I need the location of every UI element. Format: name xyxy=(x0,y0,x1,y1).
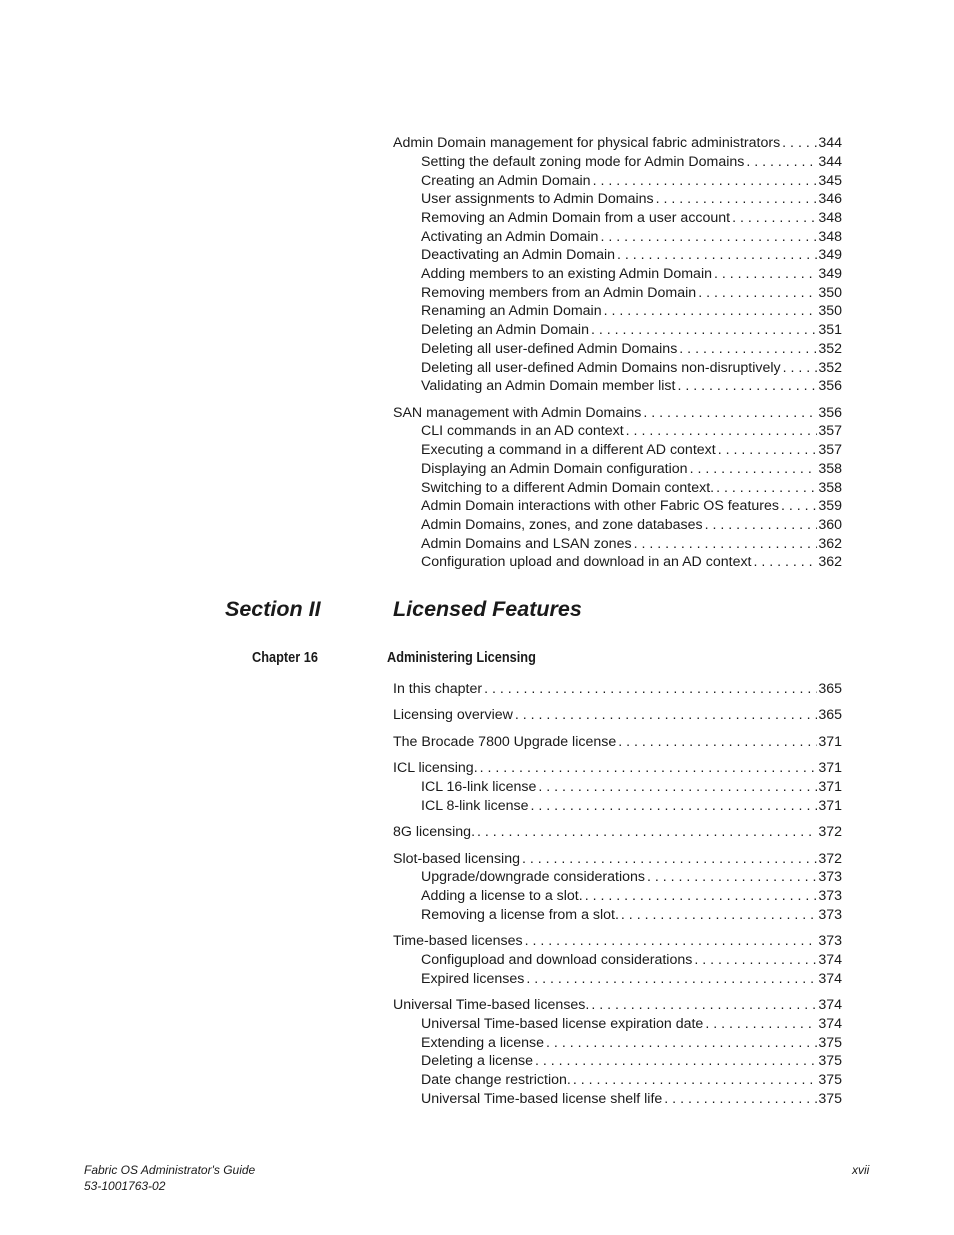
toc-entry[interactable] xyxy=(393,706,842,725)
toc-entry-page: 374 xyxy=(818,1016,842,1032)
toc-entry-title: Removing members from an Admin Domain xyxy=(421,285,697,301)
toc-entry[interactable] xyxy=(421,553,842,572)
toc-entry[interactable] xyxy=(421,970,842,989)
toc-entry-title: Admin Domain interactions with other Fabric OS features xyxy=(421,498,779,514)
toc-entry-title: Renaming an Admin Domain xyxy=(421,303,602,319)
toc-dot-leader xyxy=(632,535,818,554)
toc-entry-title: Slot-based licensing xyxy=(393,851,520,867)
toc-entry-page: 348 xyxy=(818,210,842,226)
toc-entry-title: Deleting all user-defined Admin Domains non-disruptively xyxy=(421,360,781,376)
toc-entry[interactable] xyxy=(421,778,842,797)
toc-entry-page: 373 xyxy=(818,933,842,949)
toc-dot-leader xyxy=(696,284,817,303)
chapter-title: Administering Licensing xyxy=(387,650,536,666)
toc-entry-title: Displaying an Admin Domain configuration xyxy=(421,461,688,477)
toc-dot-leader xyxy=(524,970,817,989)
toc-entry-page: 350 xyxy=(818,285,842,301)
toc-entry-page: 371 xyxy=(818,760,842,776)
toc-dot-leader xyxy=(591,172,818,191)
toc-entry-page: 356 xyxy=(818,378,842,394)
toc-entry[interactable] xyxy=(421,422,842,441)
toc-dot-leader xyxy=(616,733,817,752)
toc-dot-leader xyxy=(677,340,817,359)
toc-dot-leader xyxy=(645,868,817,887)
toc-entry-title: ICL 8-link license xyxy=(421,798,529,814)
toc-dot-leader xyxy=(529,797,818,816)
section-title: Licensed Features xyxy=(393,597,582,621)
toc-entry-title: Configupload and download considerations xyxy=(421,952,693,968)
toc-entry-page: 373 xyxy=(818,888,842,904)
section-label: Section II xyxy=(225,597,321,621)
toc-entry-page: 357 xyxy=(818,423,842,439)
toc-entry-page: 374 xyxy=(818,997,842,1013)
toc-dot-leader xyxy=(520,850,817,869)
toc-entry-title: Validating an Admin Domain member list xyxy=(421,378,676,394)
toc-entry-title: SAN management with Admin Domains xyxy=(393,405,642,421)
footer-doc-title: Fabric OS Administrator's Guide xyxy=(84,1163,256,1177)
toc-entry-page: 349 xyxy=(818,266,842,282)
toc-entry-page: 352 xyxy=(818,360,842,376)
toc-entry[interactable] xyxy=(421,441,842,460)
toc-entry-title: In this chapter xyxy=(393,681,483,697)
toc-entry[interactable] xyxy=(421,868,842,887)
toc-dot-leader xyxy=(714,479,817,498)
toc-entry-page: 358 xyxy=(818,480,842,496)
toc-dot-leader xyxy=(478,759,818,778)
toc-entry-page: 350 xyxy=(818,303,842,319)
toc-entry[interactable] xyxy=(393,759,842,778)
toc-dot-leader xyxy=(533,1052,817,1071)
toc-entry-page: 344 xyxy=(818,135,842,151)
toc-entry-title: Admin Domains, zones, and zone databases xyxy=(421,517,703,533)
toc-entry[interactable] xyxy=(421,284,842,303)
toc-entry-title: Universal Time-based license expiration date xyxy=(421,1016,704,1032)
toc-entry[interactable] xyxy=(393,823,842,842)
toc-entry-title: Admin Domains and LSAN zones xyxy=(421,536,632,552)
toc-entry[interactable] xyxy=(421,516,842,535)
toc-entry[interactable] xyxy=(421,535,842,554)
toc-entry-title: Admin Domain management for physical fabric administrators xyxy=(393,135,781,151)
toc-dot-leader xyxy=(744,153,817,172)
toc-entry-title: Switching to a different Admin Domain context. xyxy=(421,480,715,496)
toc-dot-leader xyxy=(615,246,817,265)
toc-entry-title: Executing a command in a different AD context xyxy=(421,442,716,458)
toc-dot-leader xyxy=(544,1034,817,1053)
toc-dot-leader xyxy=(703,1015,817,1034)
toc-entry-title: Deleting a license xyxy=(421,1053,533,1069)
toc-entry-title: CLI commands in an AD context xyxy=(421,423,624,439)
toc-entry-page: 362 xyxy=(818,554,842,570)
toc-entry-title: Licensing overview xyxy=(393,707,513,723)
toc-dot-leader xyxy=(730,209,817,228)
toc-entry-title: 8G licensing. xyxy=(393,824,476,840)
toc-entry[interactable] xyxy=(421,460,842,479)
toc-entry[interactable] xyxy=(393,404,842,423)
toc-dot-leader xyxy=(602,302,818,321)
toc-entry-page: 348 xyxy=(818,229,842,245)
toc-entry-title: Deleting an Admin Domain xyxy=(421,322,589,338)
toc-dot-leader xyxy=(641,404,817,423)
toc-entry-page: 346 xyxy=(818,191,842,207)
toc-dot-leader xyxy=(752,553,818,572)
toc-entry[interactable] xyxy=(421,265,842,284)
toc-entry[interactable] xyxy=(421,153,842,172)
toc-entry-page: 359 xyxy=(818,498,842,514)
toc-dot-leader xyxy=(598,228,817,247)
toc-entry-page: 351 xyxy=(818,322,842,338)
toc-entry-page: 349 xyxy=(818,247,842,263)
toc-entry[interactable] xyxy=(421,190,842,209)
toc-entry-page: 362 xyxy=(818,536,842,552)
toc-entry[interactable] xyxy=(421,797,842,816)
toc-entry-title: Universal Time-based license shelf life xyxy=(421,1091,663,1107)
toc-dot-leader xyxy=(688,460,818,479)
toc-entry[interactable] xyxy=(393,850,842,869)
toc-entry[interactable] xyxy=(421,1015,842,1034)
toc-entry-title: Adding members to an existing Admin Domain xyxy=(421,266,712,282)
toc-entry[interactable] xyxy=(421,377,842,396)
toc-entry-page: 365 xyxy=(818,707,842,723)
toc-dot-leader xyxy=(589,321,817,340)
toc-entry-title: Configuration upload and download in an AD context xyxy=(421,554,752,570)
toc-entry[interactable] xyxy=(421,209,842,228)
toc-entry-title: Universal Time-based licenses. xyxy=(393,997,590,1013)
toc-entry-page: 375 xyxy=(818,1053,842,1069)
toc-entry-title: Creating an Admin Domain xyxy=(421,173,591,189)
toc-entry-title: Setting the default zoning mode for Admin Domains xyxy=(421,154,745,170)
toc-entry-title: Time-based licenses xyxy=(393,933,523,949)
toc-entry-page: 371 xyxy=(818,779,842,795)
toc-entry-page: 371 xyxy=(818,798,842,814)
toc-entry[interactable] xyxy=(421,340,842,359)
toc-entry[interactable] xyxy=(421,951,842,970)
toc-entry-title: Adding a license to a slot. xyxy=(421,888,583,904)
toc-entry-page: 357 xyxy=(818,442,842,458)
toc-dot-leader xyxy=(619,906,817,925)
toc-entry-page: 344 xyxy=(818,154,842,170)
toc-dot-leader xyxy=(716,441,818,460)
toc-entry-title: Removing a license from a slot. xyxy=(421,907,619,923)
toc-dot-leader xyxy=(675,377,817,396)
toc-entry[interactable] xyxy=(393,680,842,699)
footer-page-number: xvii xyxy=(852,1163,870,1177)
toc-entry[interactable] xyxy=(421,906,842,925)
toc-entry[interactable] xyxy=(421,172,842,191)
toc-entry[interactable] xyxy=(421,302,842,321)
toc-entry-page: 352 xyxy=(818,341,842,357)
chapter-label: Chapter 16 xyxy=(252,650,318,666)
toc-entry[interactable] xyxy=(393,996,842,1015)
toc-entry[interactable] xyxy=(421,479,842,498)
toc-entry-page: 365 xyxy=(818,681,842,697)
toc-entry[interactable] xyxy=(393,134,842,153)
toc-entry-title: ICL licensing. xyxy=(393,760,478,776)
toc-entry[interactable] xyxy=(421,228,842,247)
toc-dot-leader xyxy=(692,951,817,970)
toc-entry-page: 371 xyxy=(818,734,842,750)
toc-entry-page: 375 xyxy=(818,1091,842,1107)
toc-entry-title: ICL 16-link license xyxy=(421,779,537,795)
toc-dot-leader xyxy=(624,422,818,441)
toc-dot-leader xyxy=(523,932,818,951)
toc-entry-page: 375 xyxy=(818,1072,842,1088)
toc-dot-leader xyxy=(475,823,817,842)
toc-entry-title: Activating an Admin Domain xyxy=(421,229,599,245)
toc-dot-leader xyxy=(654,190,818,209)
toc-entry-title: Expired licenses xyxy=(421,971,525,987)
toc-entry-title: Date change restriction. xyxy=(421,1072,571,1088)
toc-entry-page: 358 xyxy=(818,461,842,477)
toc-entry-page: 356 xyxy=(818,405,842,421)
toc-entry[interactable] xyxy=(421,497,842,516)
toc-dot-leader xyxy=(513,706,817,725)
toc-dot-leader xyxy=(781,359,818,378)
toc-dot-leader xyxy=(662,1090,817,1109)
toc-entry[interactable] xyxy=(421,1034,842,1053)
toc-dot-leader xyxy=(589,996,817,1015)
toc-entry[interactable] xyxy=(421,246,842,265)
toc-entry[interactable] xyxy=(421,359,842,378)
footer-doc-number: 53-1001763-02 xyxy=(84,1179,166,1193)
toc-entry-page: 372 xyxy=(818,851,842,867)
toc-entry[interactable] xyxy=(421,1071,842,1090)
toc-dot-leader xyxy=(482,680,817,699)
toc-entry[interactable] xyxy=(421,887,842,906)
toc-entry-page: 375 xyxy=(818,1035,842,1051)
toc-entry-title: Upgrade/downgrade considerations xyxy=(421,869,645,885)
footer-doc-info xyxy=(84,1162,255,1194)
toc-dot-leader xyxy=(779,497,817,516)
toc-entry-title: Deleting all user-defined Admin Domains xyxy=(421,341,678,357)
toc-entry-page: 373 xyxy=(818,869,842,885)
toc-entry[interactable] xyxy=(393,733,842,752)
toc-entry[interactable] xyxy=(421,321,842,340)
toc-entry-title: Extending a license xyxy=(421,1035,545,1051)
toc-dot-leader xyxy=(571,1071,817,1090)
toc-entry-title: Deactivating an Admin Domain xyxy=(421,247,615,263)
toc-entry-page: 374 xyxy=(818,952,842,968)
toc-entry-title: Removing an Admin Domain from a user account xyxy=(421,210,731,226)
toc-dot-leader xyxy=(780,134,817,153)
toc-entry-page: 372 xyxy=(818,824,842,840)
toc-entry-page: 360 xyxy=(818,517,842,533)
toc-dot-leader xyxy=(536,778,817,797)
toc-entry-title: User assignments to Admin Domains xyxy=(421,191,654,207)
toc-entry-page: 345 xyxy=(818,173,842,189)
toc-entry-page: 373 xyxy=(818,907,842,923)
toc-dot-leader xyxy=(583,887,818,906)
toc-entry-page: 374 xyxy=(818,971,842,987)
toc-entry[interactable] xyxy=(393,932,842,951)
toc-dot-leader xyxy=(712,265,817,284)
toc-entry[interactable] xyxy=(421,1090,842,1109)
toc-entry[interactable] xyxy=(421,1052,842,1071)
toc-entry-title: The Brocade 7800 Upgrade license xyxy=(393,734,617,750)
toc-dot-leader xyxy=(703,516,818,535)
